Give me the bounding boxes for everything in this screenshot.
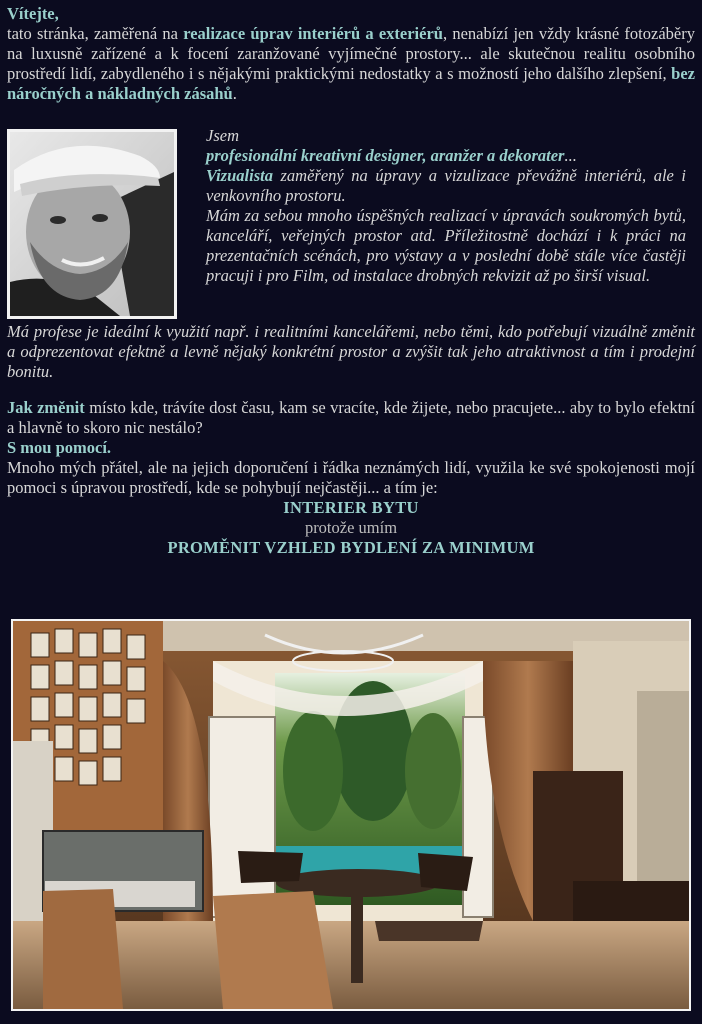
bio-viz-text: zaměřený na úpravy a vizulizace převážně interiérů, ale i venkovního prostoru.	[206, 166, 686, 205]
bio-role: profesionální kreativní designer, aranžer a dekorater	[206, 146, 565, 165]
change-text: místo kde, trávíte dost času, kam se vracíte, kde žijete, nebo pracujete... aby to bylo efektní a hlavně to skoro nic nestálo?	[7, 398, 695, 437]
content	[7, 4, 695, 558]
friends-paragraph: Mnoho mých přátel, ale na jejich doporučení i řádka neznámých lidí, využila ke své spokojenosti mojí pomoci s úpravou prostředí, kde se pohybují nejčastěji... a tím je:	[7, 458, 695, 497]
bio-viz-label: Vizualista	[206, 166, 273, 185]
portrait-photo	[7, 129, 177, 319]
headline-sub: protože umím	[304, 518, 398, 537]
bio-jsem: Jsem	[206, 126, 239, 145]
interior-image	[13, 621, 689, 1009]
intro-text-1: tato stránka, zaměřená na	[7, 24, 184, 43]
help-line: S mou pomocí.	[7, 438, 112, 457]
bio-text	[206, 126, 686, 286]
intro-paragraph	[7, 24, 695, 104]
intro-highlight-1: realizace úprav interiérů a exteriérů	[183, 24, 443, 43]
interior-photo	[11, 619, 691, 1011]
profession-paragraph: Má profese je ideální k využití např. i realitními kancelářemi, nebo těmi, kdo potřebují vizuálně změnit a odprezentovat efektně a levně nějaký konkrétní prostor a zvýšit tak jeho atraktivnost a tím i prodejní bonitu.	[7, 322, 695, 381]
change-label: Jak změnit	[7, 398, 85, 417]
portrait-image	[10, 132, 174, 316]
intro-text-3: .	[232, 84, 237, 103]
intro-text-2: , nenabízí jen vždy krásné fotozáběry na luxusně zařízené a k focení zaranžované vyjímečné prostory... ale skutečnou realitu osobního prostředí lidí, zabydleného i s nějakými praktickými nedostatky a s možností jeho dalšího zlepšení,	[7, 24, 695, 83]
intro-highlight-2: bez náročných a nákladných zásahů	[7, 64, 695, 103]
greeting: Vítejte,	[7, 4, 59, 23]
bio-section	[7, 126, 695, 322]
headline-slogan: PROMĚNIT VZHLED BYDLENÍ ZA MINIMUM	[167, 538, 535, 557]
bio-experience: Mám za sebou mnoho úspěšných realizací v úpravách soukromých bytů, kanceláří, veřejných prostor atd. Příležitostně dochází i k práci na prezentačních scénách, pro výstavy a v poslední době stále více častěji pracuji i pro Film, od instalace drobných rekvizit až po širší visual.	[206, 206, 686, 285]
change-paragraph	[7, 398, 695, 438]
headline-title: INTERIER BYTU	[283, 498, 419, 517]
bio-role-tail: ...	[564, 146, 577, 165]
